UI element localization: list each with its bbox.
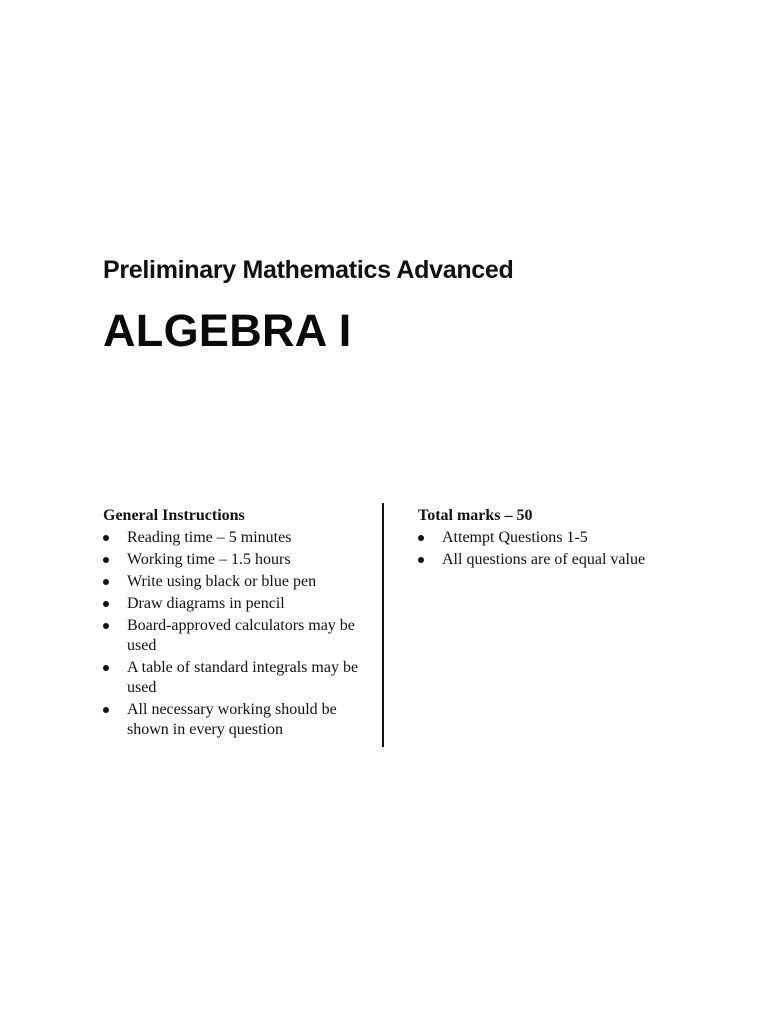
total-marks-heading: Total marks – 50 [418, 507, 533, 524]
bullet-icon [103, 665, 109, 671]
bullet-icon [103, 601, 109, 607]
list-item-text: Working time – 1.5 hours [127, 551, 291, 568]
list-item-text: Attempt Questions 1-5 [442, 529, 588, 546]
list-item [103, 658, 368, 698]
list-item [103, 572, 368, 592]
column-divider [382, 503, 384, 747]
list-item [103, 700, 368, 740]
general-instructions-heading: General Instructions [103, 507, 245, 524]
general-instructions-section [103, 506, 368, 742]
total-marks-list [418, 528, 718, 570]
total-marks-section [418, 506, 718, 572]
list-item-text: All necessary working should be shown in every question [127, 701, 337, 738]
bullet-icon [103, 707, 109, 713]
list-item [418, 528, 718, 548]
bullet-icon [103, 557, 109, 563]
general-instructions-list [103, 528, 368, 740]
list-item-text: Draw diagrams in pencil [127, 595, 285, 612]
page-title: ALGEBRA I [103, 305, 352, 356]
list-item [103, 528, 368, 548]
list-item [418, 550, 718, 570]
list-item-text: All questions are of equal value [442, 551, 646, 568]
bullet-icon [103, 623, 109, 629]
bullet-icon [418, 557, 424, 563]
bullet-icon [103, 535, 109, 541]
bullet-icon [418, 535, 424, 541]
list-item-text: A table of standard integrals may be used [127, 659, 359, 696]
list-item [103, 616, 368, 656]
list-item-text: Board-approved calculators may be used [127, 617, 355, 654]
bullet-icon [103, 579, 109, 585]
list-item-text: Reading time – 5 minutes [127, 529, 292, 546]
course-subtitle: Preliminary Mathematics Advanced [103, 256, 514, 284]
list-item-text: Write using black or blue pen [127, 573, 317, 590]
list-item [103, 550, 368, 570]
list-item [103, 594, 368, 614]
